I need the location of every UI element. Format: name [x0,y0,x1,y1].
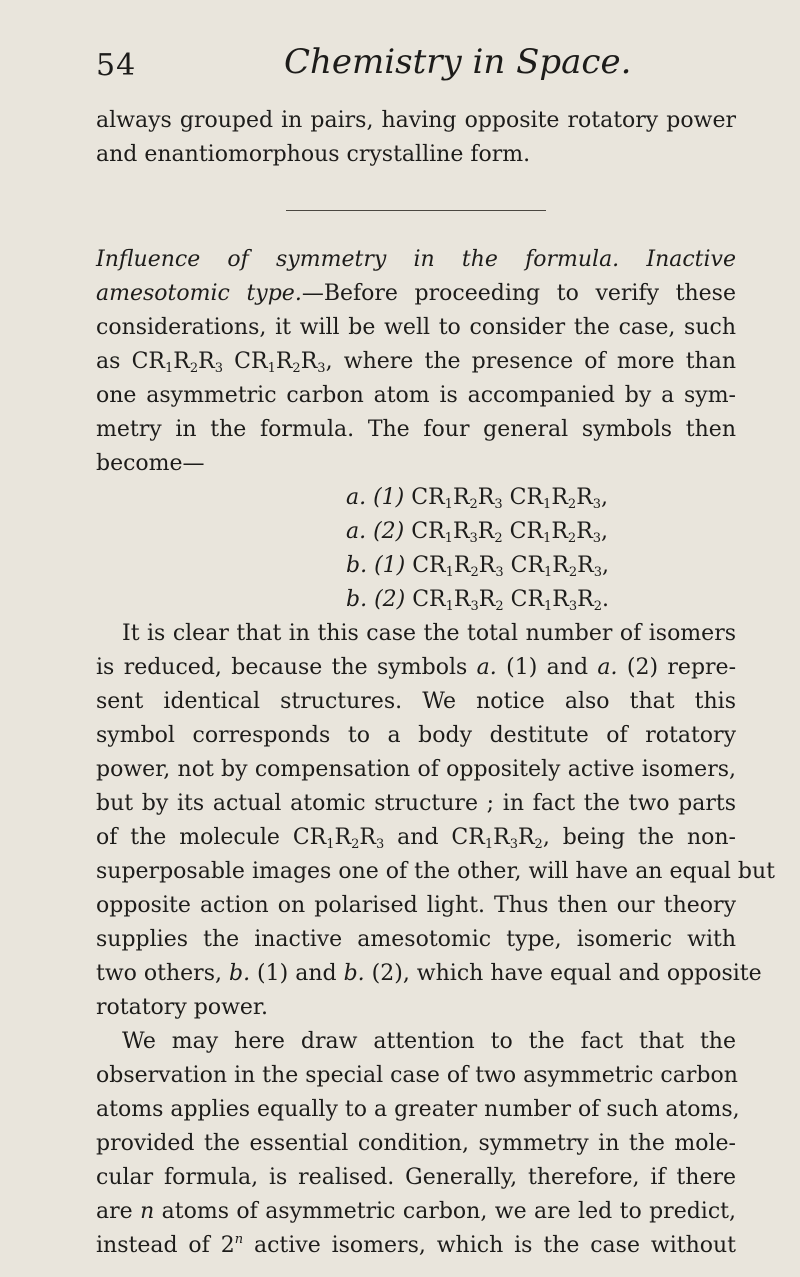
page-body [96,104,775,1263]
text-line: and enantiomorphous crystalline form. [96,142,531,167]
formula-label: a. (2) [346,519,405,544]
subscript: 3 [317,361,326,376]
text-line: become— [96,451,205,476]
text-line: always grouped in pairs, having opposite rotatory power [96,108,736,133]
text-line: observation in the special case of two asymmetric carbon [96,1063,738,1088]
text-fragment: , where the presence of more than [325,349,736,374]
text-line [96,277,736,311]
formula-a2: a. (2) $CR_1R_3R_2$ $CR_1R_2R_3$, [346,519,609,546]
text-fragment: (2) repre- [617,655,737,680]
text-line: symbol corresponds to a body destitute of rotatory [96,723,736,748]
symbol-ref: b. [343,961,365,986]
subscript: 2 [292,361,301,376]
text-line: but by its actual atomic structure ; in fact the two parts [96,791,736,816]
text-line: opposite action on polarised light. Thus then our theory [96,893,736,918]
text-line: considerations, it will be well to consider the case, such [96,315,736,340]
text-fragment: atoms of asymmetric carbon, we are led to predict, [154,1199,736,1224]
formula-label: b. (2) [346,587,406,612]
formula-label: b. (1) [346,553,406,578]
running-title: Chemistry in Space. [284,42,632,82]
text-line: power, not by compensation of oppositely active isomers, [96,757,736,782]
subscript: 1 [164,361,174,376]
text-fragment: —Before proceeding to verify these [301,281,736,306]
text-fragment: (2), which have equal and opposite [364,961,762,986]
text-fragment: (1) and [496,655,598,680]
text-line: It is clear that in this case the total number of isomers [122,621,736,646]
page-number: 54 [96,48,137,83]
text-fragment: (1) and [250,961,344,986]
symbol-ref: a. [476,655,497,680]
formula-label: a. (1) [346,485,405,510]
formula-end: , [601,519,609,544]
subscript: 2 [189,361,199,376]
text-fragment: are [96,1199,141,1224]
text-line [96,1229,736,1263]
text-line: rotatory power. [96,995,269,1020]
text-line [96,1195,736,1229]
text-line: sent identical structures. We notice also that this [96,689,736,714]
text-fragment: and CR [384,825,485,850]
formula-b2: b. (2) $CR_1R_3R_2$ $CR_1R_3R_2$. [346,587,610,614]
formula-a1: a. (1) $CR_1R_2R_3$ $CR_1R_2R_3$, [346,485,609,512]
text-fragment: , being the non- [542,825,736,850]
symbol-ref: b. [228,961,251,986]
formula-end: . [602,587,610,612]
text-line [96,957,762,991]
text-line: superposable images one of the other, will have an equal but [96,859,775,884]
variable-n: n [140,1199,155,1224]
text-line: cular formula, is realised. Generally, therefore, if there [96,1165,736,1190]
subscript: 1 [267,361,276,376]
text-fragment: instead of 2 [96,1233,235,1258]
section-divider [286,210,546,211]
text-line: atoms applies equally to a greater number of such atoms, [96,1097,740,1122]
subscript: 3 [214,361,223,376]
text-fragment: two others, [96,961,229,986]
section-heading: Influence of symmetry in the formula. Inactive [96,247,736,272]
text-line: one asymmetric carbon atom is accompanied by a sym- [96,383,736,408]
formula-b1: b. (1) $CR_1R_2R_3$ $CR_1R_2R_3$, [346,553,610,580]
text-fragment: is reduced, because the symbols [96,655,477,680]
text-line: metry in the formula. The four general symbols then [96,417,736,442]
symbol-ref: a. [597,655,618,680]
text-fragment: active isomers, which is the case without [243,1233,736,1258]
text-fragment: of the molecule CR [96,825,327,850]
section-heading-cont: amesotomic type. [96,281,302,306]
formula-end: , [601,485,609,510]
formula-end: , [602,553,610,578]
text-line: of the molecule $CR_1R_2R_3$ and $CR_1R_3R_2$, being the non- [96,825,736,852]
text-fragment: as CR [96,349,165,374]
text-line: We may here draw attention to the fact that the [122,1029,736,1054]
text-line [96,651,736,685]
text-line: supplies the inactive amesotomic type, isomeric with [96,927,736,952]
text-line: provided the essential condition, symmetry in the mole- [96,1131,736,1156]
text-line: as $CR_1R_2R_3$ $CR_1R_2R_3$, where the presence of more than [96,349,736,376]
superscript-n: n [234,1232,244,1247]
page-header [96,42,740,86]
